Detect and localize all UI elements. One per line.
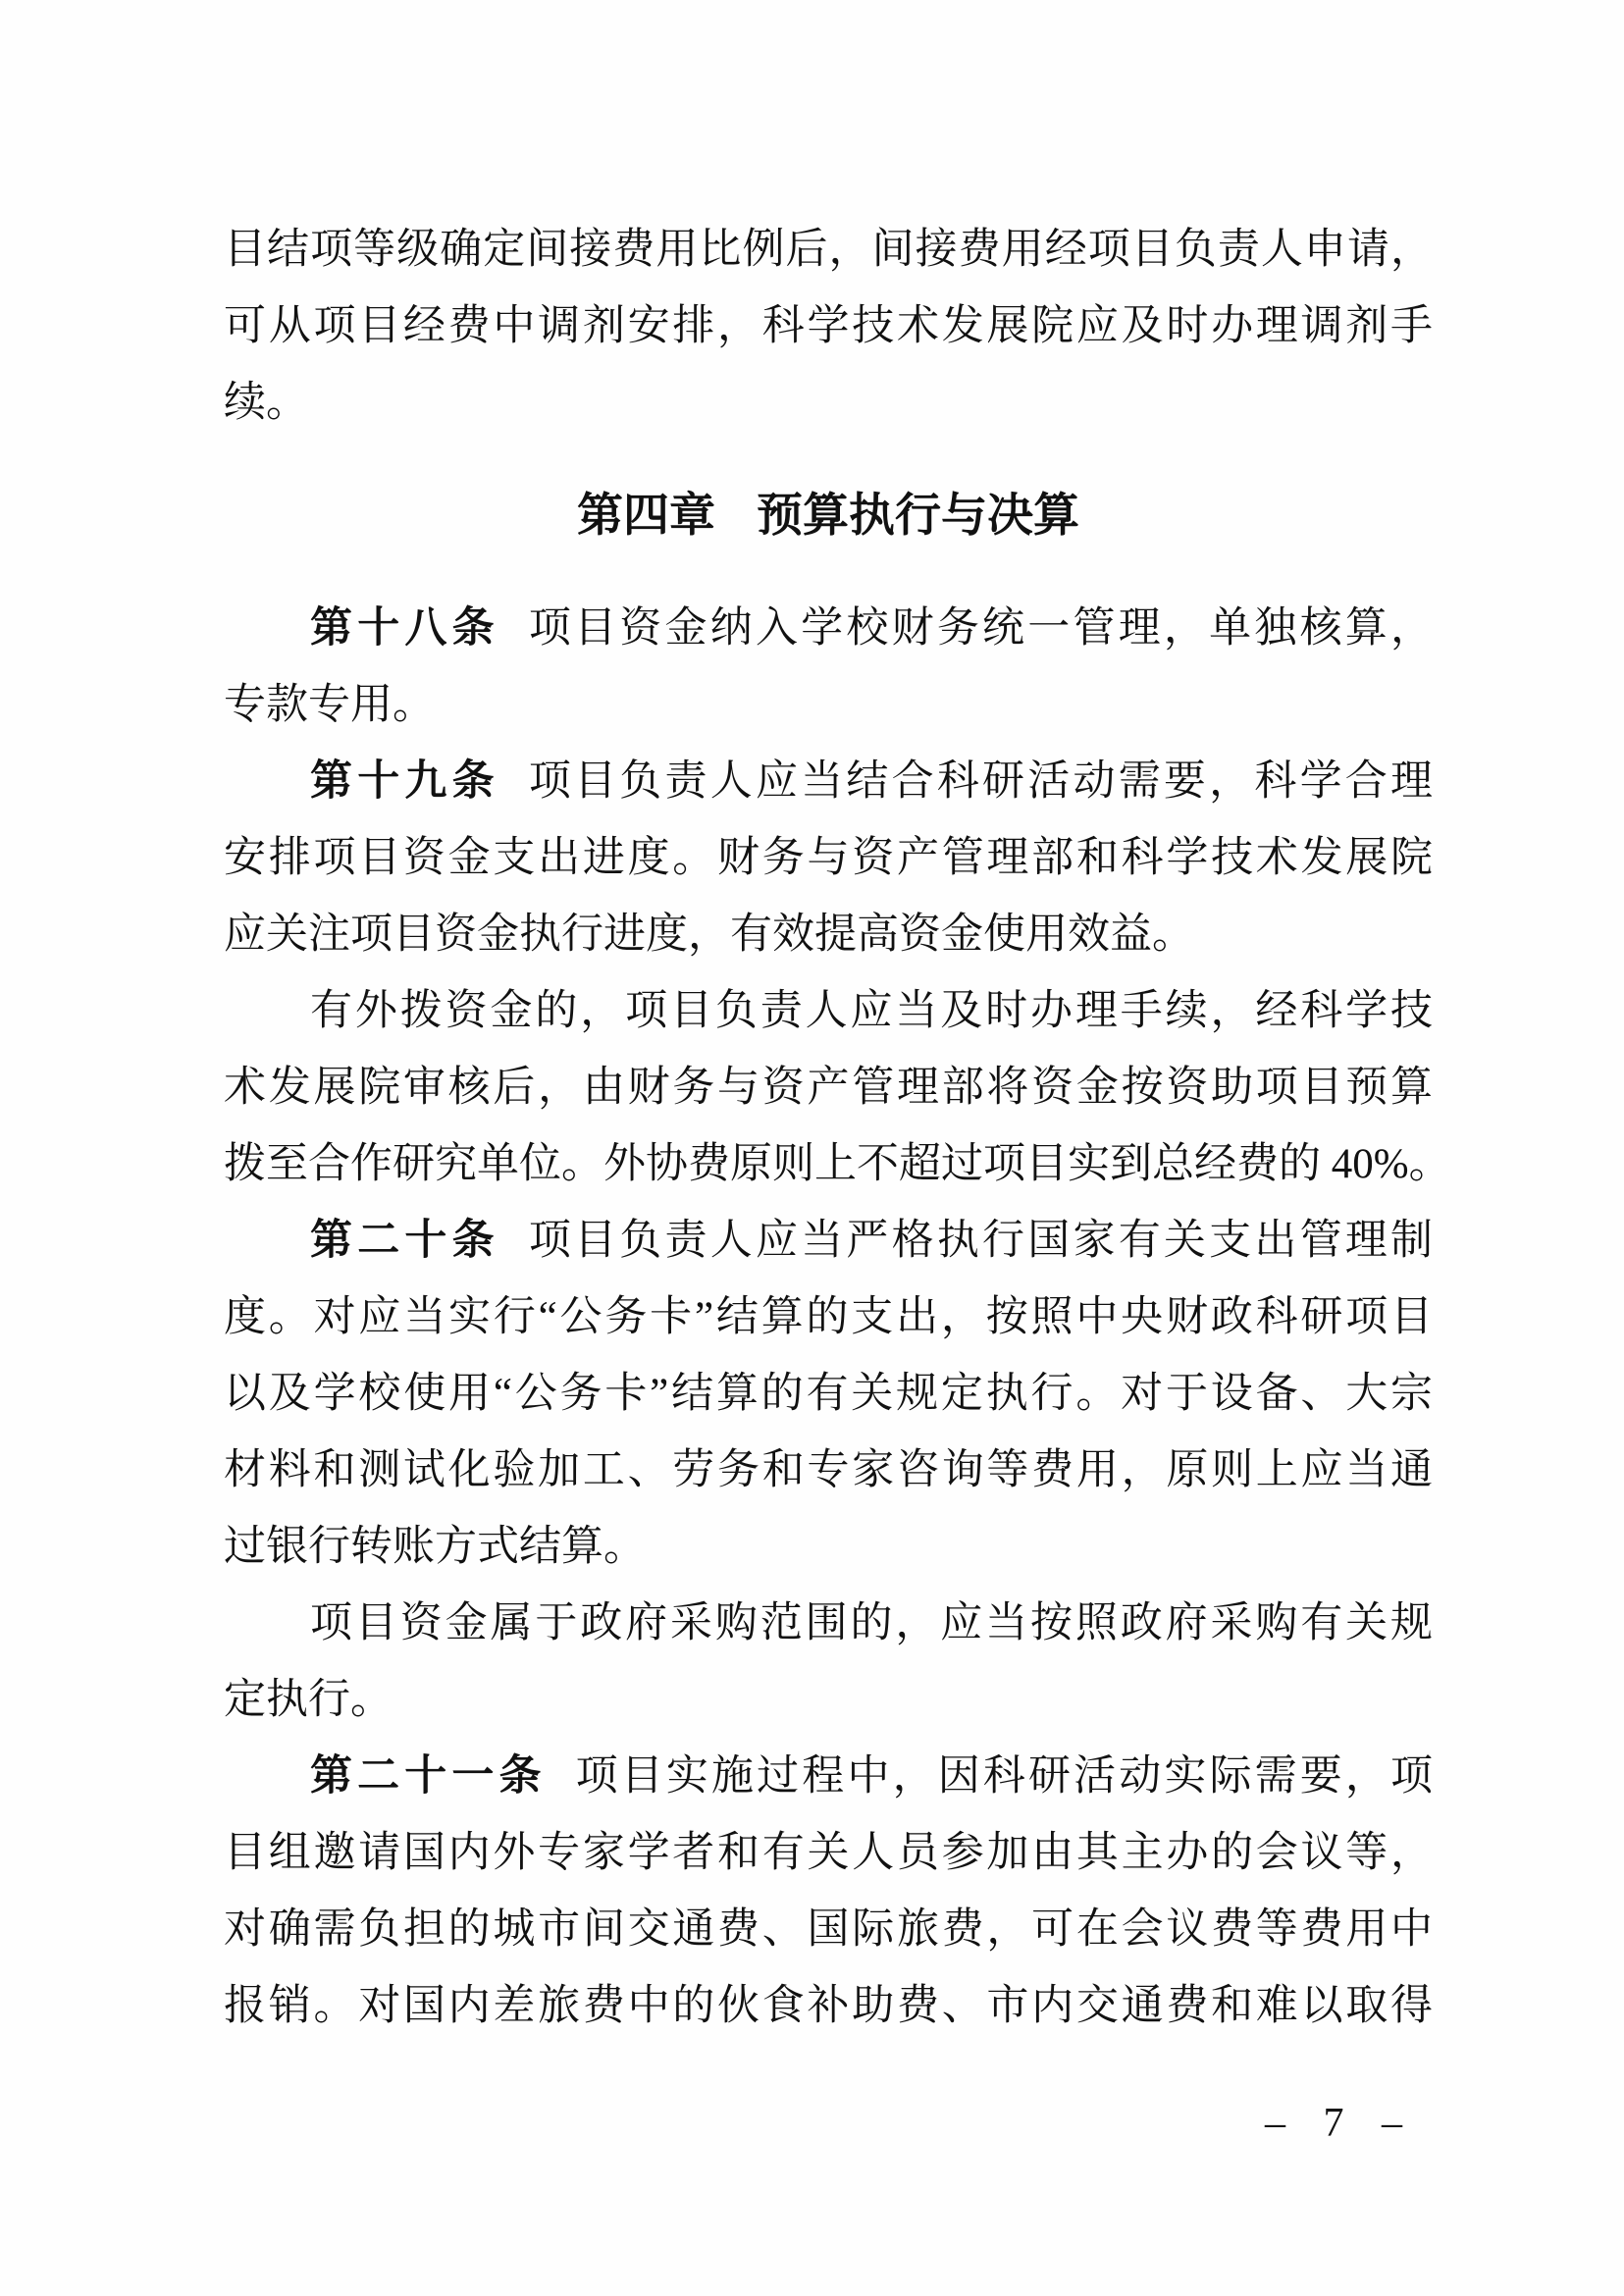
line-text: 目组邀请国内外专家学者和有关人员参加由其主办的会议等，	[224, 1830, 1433, 1876]
text-line	[224, 1126, 1451, 1203]
line-text: 项目资金属于政府采购范围的，应当按照政府采购有关规	[310, 1600, 1433, 1646]
text-line	[224, 1662, 1433, 1739]
document-body	[224, 212, 1451, 2045]
line-text: 应关注项目资金执行进度，有效提高资金使用效益。	[224, 912, 1194, 958]
text-line	[224, 897, 1433, 973]
clause-number: 第二十条	[310, 1218, 499, 1264]
chapter-title: 预算执行与决算	[757, 489, 1079, 541]
line-text: 项目负责人应当严格执行国家有关支出管理制	[528, 1218, 1433, 1264]
paragraph	[224, 1739, 1433, 2045]
line-text: 项目资金纳入学校财务统一管理，单独核算，	[528, 605, 1433, 652]
text-line	[224, 744, 1433, 820]
line-text: 定执行。	[224, 1677, 393, 1723]
chapter-heading	[224, 477, 1433, 553]
line-text: 专款专用。	[224, 682, 435, 728]
text-line	[224, 973, 1433, 1050]
line-text: 以及学校使用“公务卡”结算的有关规定执行。对于设备、大宗	[224, 1371, 1433, 1417]
paragraph	[224, 212, 1433, 442]
line-text: 目结项等级确定间接费用比例后，间接费用经项目负责人申请，	[224, 227, 1433, 273]
clause-number: 第十八条	[310, 605, 499, 652]
text-line	[224, 1815, 1433, 1892]
text-line	[224, 365, 1433, 442]
line-text: 过银行转账方式结算。	[224, 1524, 646, 1570]
text-line	[224, 1739, 1433, 1815]
line-text: 项目负责人应当结合科研活动需要，科学合理	[528, 758, 1433, 805]
line-text: 报销。对国内差旅费中的伙食补助费、市内交通费和难以取得	[224, 1983, 1433, 2029]
text-line	[224, 1279, 1433, 1356]
text-line	[224, 288, 1433, 365]
line-text: 拨至合作研究单位。外协费原则上不超过项目实到总经费的 40%。	[224, 1141, 1451, 1187]
text-line	[224, 1050, 1433, 1126]
text-line	[224, 1586, 1433, 1662]
text-line	[224, 820, 1433, 897]
line-text: 续。	[224, 380, 308, 426]
line-text: 安排项目资金支出进度。财务与资产管理部和科学技术发展院	[224, 835, 1433, 881]
text-line	[224, 1203, 1433, 1279]
text-line	[224, 1892, 1433, 1968]
chapter-number: 第四章	[577, 489, 715, 541]
text-line	[224, 1356, 1433, 1433]
text-line	[224, 1433, 1433, 1509]
text-line	[224, 591, 1433, 667]
clause-number: 第十九条	[310, 758, 499, 805]
line-text: 有外拨资金的，项目负责人应当及时办理手续，经科学技	[310, 988, 1433, 1034]
text-line	[224, 212, 1433, 288]
text-line	[224, 1509, 1433, 1586]
line-text: 项目实施过程中，因科研活动实际需要，项	[575, 1753, 1433, 1800]
line-text: 材料和测试化验加工、劳务和专家咨询等费用，原则上应当通	[224, 1447, 1433, 1493]
text-line	[224, 1968, 1433, 2045]
page-number: – 7 –	[1265, 2101, 1416, 2146]
text-line	[224, 667, 1433, 744]
line-text: 术发展院审核后，由财务与资产管理部将资金按资助项目预算	[224, 1065, 1433, 1111]
paragraph	[224, 591, 1433, 744]
paragraph	[224, 973, 1451, 1203]
paragraph	[224, 744, 1433, 973]
paragraph	[224, 1586, 1433, 1739]
clause-number: 第二十一条	[310, 1753, 547, 1800]
paragraph	[224, 1203, 1433, 1586]
line-text: 度。对应当实行“公务卡”结算的支出，按照中央财政科研项目	[224, 1294, 1433, 1340]
line-text: 可从项目经费中调剂安排，科学技术发展院应及时办理调剂手	[224, 303, 1433, 349]
line-text: 对确需负担的城市间交通费、国际旅费，可在会议费等费用中	[224, 1906, 1433, 1953]
